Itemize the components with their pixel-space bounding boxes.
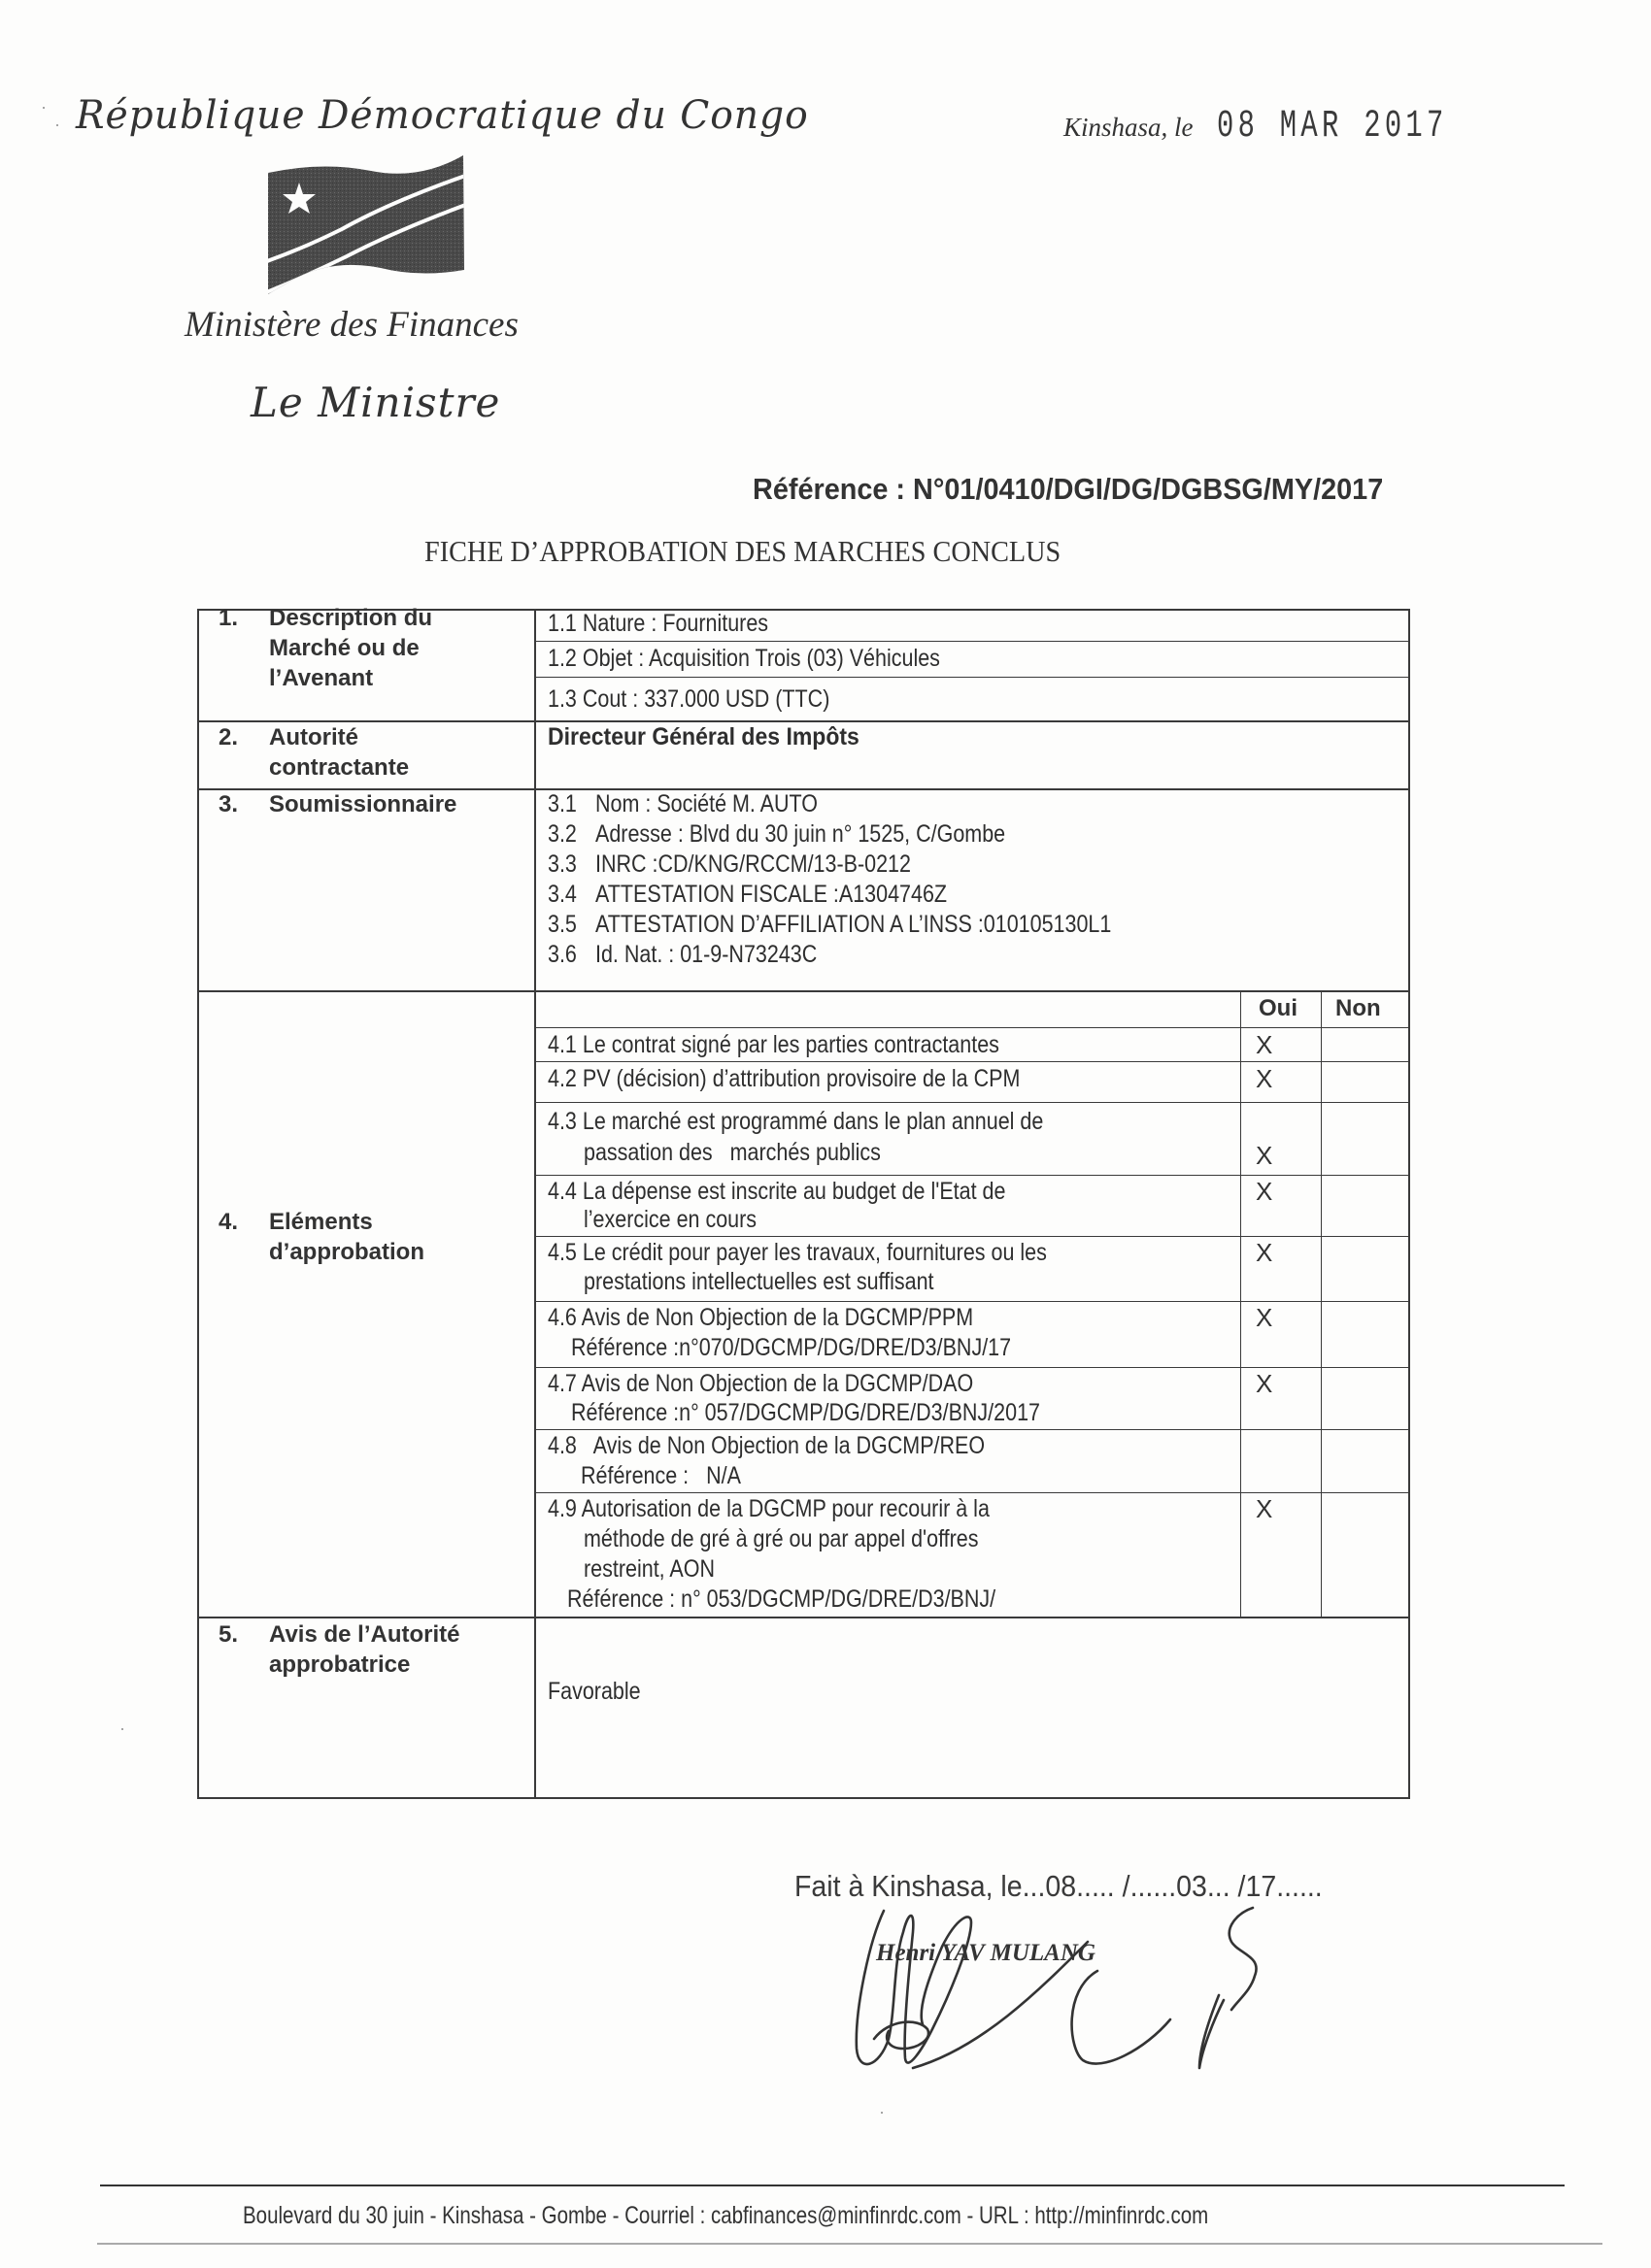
section-label-line: Soumissionnaire bbox=[269, 791, 457, 817]
section-label-line: Autorité bbox=[269, 724, 358, 750]
check-item-text: méthode de gré à gré ou par appel d'offres bbox=[584, 1525, 979, 1552]
check-oui-mark: X bbox=[1256, 1369, 1273, 1398]
reference-number: Référence : N°01/0410/DGI/DG/DGBSG/MY/2017 bbox=[753, 472, 1384, 506]
bidder-item-text: INRC :CD/KNG/RCCM/13-B-0212 bbox=[595, 850, 911, 878]
scan-speck bbox=[56, 124, 58, 126]
check-oui-mark: X bbox=[1256, 1238, 1273, 1267]
check-item-text: 4.6 Avis de Non Objection de la DGCMP/PPM bbox=[548, 1304, 974, 1331]
check-item-text: 4.4 La dépense est inscrite au budget de l'Etat de bbox=[548, 1178, 1006, 1205]
section-label-line: l’Avenant bbox=[269, 665, 374, 691]
drc-flag-icon bbox=[264, 153, 468, 297]
date-stamp: 08 MAR 2017 bbox=[1216, 105, 1448, 149]
check-item-text: 4.5 Le crédit pour payer les travaux, fournitures ou les bbox=[548, 1239, 1047, 1266]
check-oui-mark: X bbox=[1256, 1064, 1273, 1093]
signed-at-line: Fait à Kinshasa, le...08..... /......03... /17...... bbox=[794, 1869, 1323, 1903]
approval-table bbox=[197, 605, 1410, 1799]
scan-speck bbox=[43, 107, 45, 109]
section-number: 4. bbox=[219, 1209, 239, 1235]
check-item-text: Référence :n°070/DGCMP/DG/DRE/D3/BNJ/17 bbox=[571, 1334, 1012, 1361]
section-number: 3. bbox=[219, 791, 239, 817]
check-item-text: l’exercice en cours bbox=[584, 1206, 758, 1233]
object-value: 1.2 Objet : Acquisition Trois (03) Véhicules bbox=[548, 645, 940, 672]
footer-divider bbox=[100, 2185, 1565, 2186]
footer-bottom-divider bbox=[97, 2243, 1602, 2245]
section-label-line: Eléments bbox=[269, 1209, 373, 1235]
section-number: 1. bbox=[219, 605, 239, 631]
section-number: 2. bbox=[219, 724, 239, 750]
bidder-item-text: ATTESTATION FISCALE :A1304746Z bbox=[595, 881, 948, 908]
check-item-text: 4.3 Le marché est programmé dans le plan annuel de bbox=[548, 1108, 1044, 1135]
section-label-line: d’approbation bbox=[269, 1239, 424, 1265]
section-label-line: contractante bbox=[269, 754, 410, 781]
section-label-line: Marché ou de bbox=[269, 635, 420, 661]
check-item-text: 4.7 Avis de Non Objection de la DGCMP/DAO bbox=[548, 1370, 974, 1397]
bidder-item-text: Id. Nat. : 01-9-N73243C bbox=[595, 941, 818, 968]
column-header-oui: Oui bbox=[1259, 995, 1297, 1021]
footer-address: Boulevard du 30 juin - Kinshasa - Gombe - Courriel : cabfinances@minfinrdc.com - URL : http://minfinrdc.com bbox=[243, 2202, 1209, 2229]
check-oui-mark: X bbox=[1256, 1177, 1273, 1206]
nature-value: 1.1 Nature : Fournitures bbox=[548, 610, 769, 637]
bidder-item-text: ATTESTATION D’AFFILIATION A L’INSS :010105130L1 bbox=[595, 911, 1112, 938]
check-item-text: 4.8 Avis de Non Objection de la DGCMP/REO bbox=[548, 1432, 986, 1459]
handwritten-signature bbox=[835, 1903, 1340, 2083]
bidder-item-number: 3.3 bbox=[548, 850, 577, 878]
section-label-line: Avis de l’Autorité bbox=[269, 1621, 460, 1648]
check-item-text: 4.9 Autorisation de la DGCMP pour recourir à la bbox=[548, 1495, 990, 1522]
check-item-text: Référence : N/A bbox=[581, 1462, 741, 1489]
check-item-text: 4.1 Le contrat signé par les parties contractantes bbox=[548, 1031, 999, 1058]
bidder-item-text: Nom : Société M. AUTO bbox=[595, 790, 819, 817]
check-item-text: passation des marchés publics bbox=[584, 1139, 881, 1166]
check-oui-mark: X bbox=[1256, 1141, 1273, 1170]
document-title: FICHE D’APPROBATION DES MARCHES CONCLUS bbox=[424, 534, 1061, 568]
letterhead-ministry: Ministère des Finances bbox=[185, 305, 519, 345]
bidder-item-number: 3.2 bbox=[548, 820, 577, 848]
check-item-text: restreint, AON bbox=[584, 1555, 716, 1583]
section-label-line: Description du bbox=[269, 605, 433, 631]
section-label-line: approbatrice bbox=[269, 1651, 411, 1678]
bidder-item-number: 3.1 bbox=[548, 790, 577, 817]
check-item-text: 4.2 PV (décision) d’attribution provisoire de la CPM bbox=[548, 1065, 1021, 1092]
scan-speck bbox=[881, 2112, 883, 2114]
contracting-authority-value: Directeur Général des Impôts bbox=[548, 723, 859, 750]
place-date bbox=[1063, 105, 1537, 149]
check-item-text: Référence : n° 053/DGCMP/DG/DRE/D3/BNJ/ bbox=[567, 1585, 996, 1613]
approval-opinion-value: Favorable bbox=[548, 1678, 641, 1705]
section-number: 5. bbox=[219, 1621, 239, 1648]
column-header-non: Non bbox=[1335, 995, 1381, 1021]
letterhead-country: République Démocratique du Congo bbox=[76, 93, 809, 138]
scan-speck bbox=[121, 1728, 123, 1730]
signer-name: Henri YAV MULANG bbox=[876, 1940, 1095, 1966]
check-oui-mark: X bbox=[1256, 1303, 1273, 1332]
bidder-item-number: 3.4 bbox=[548, 881, 577, 908]
bidder-item-number: 3.6 bbox=[548, 941, 577, 968]
check-item-text: prestations intellectuelles est suffisant bbox=[584, 1268, 934, 1295]
bidder-item-text: Adresse : Blvd du 30 juin n° 1525, C/Gombe bbox=[595, 820, 1006, 848]
cost-value: 1.3 Cout : 337.000 USD (TTC) bbox=[548, 685, 830, 713]
place-label: Kinshasa, le bbox=[1063, 113, 1194, 142]
letterhead-office: Le Ministre bbox=[251, 379, 501, 426]
check-oui-mark: X bbox=[1256, 1030, 1273, 1059]
bidder-item-number: 3.5 bbox=[548, 911, 577, 938]
check-oui-mark: X bbox=[1256, 1494, 1273, 1523]
check-item-text: Référence :n° 057/DGCMP/DG/DRE/D3/BNJ/2017 bbox=[571, 1399, 1040, 1426]
